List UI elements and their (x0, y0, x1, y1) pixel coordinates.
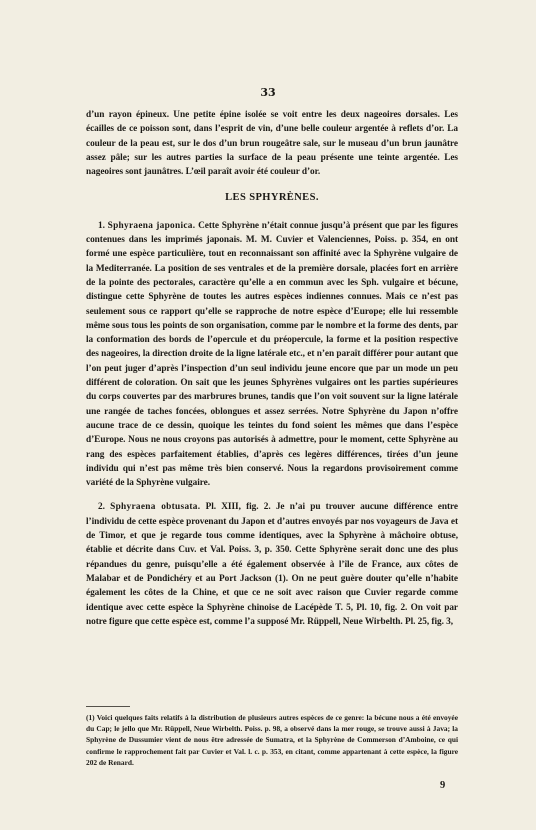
species-2-number: 2. (98, 502, 105, 513)
signature-mark: 9 (440, 780, 446, 791)
species-1-name: Sphyraena japonica. (107, 220, 196, 231)
species-1-number: 1. (98, 220, 105, 231)
species-2-text: Pl. XIII, fig. 2. Je n’ai pu trouver aucune différence entre l’individu de cette espèce provenant du Japon et d’autres envoyés par nos voyageurs de Java et de Timor, et que je regarde tous comme identiques, avec la Sphyrène à mâchoire obtuse, établie et décrite dans Cuv. et Val. Poiss. 3, p. 350. Cette Sphyrène serait donc une des plus répandues du genre, puisqu’elle a été également observée à l’île de France, aux côtes de Malabar et de Pondichéry et au Port Jackson (1). On ne peut guère douter qu’elle n’habite également les côtes de la Chine, et que ce ne soit avec raison que Cuvier regarde comme identique avec cette espèce la Sphyrène chinoise de Lacépède T. 5, Pl. 10, fig. 2. On voit par notre figure que cette espèce est, comme l’a supposé Mr. Rüppell, Neue Wirbelth. Pl. 25, fig. 3, (86, 502, 458, 627)
footnote: (1) Voici quelques faits relatifs à la distribution de plusieurs autres espèces de ce genre: la bécune nous a été envoyée du Cap; le jello que Mr. Rüppell, Neue Wirbelth. Poiss. p. 98, a observé dans la mer rouge, se trouve aussi à Java; la Sphyrène de Dussumier vient de nous être adressée de Sumatra, et la Sphyrène de Commerson d’Amboine, ce qui confirme le rapprochement fait par Cuvier et Val. l. c. p. 353, en citant, comme appartenant à cette espèce, la figure 202 de Renard. (86, 713, 458, 767)
paragraph-intro: d’un rayon épineux. Une petite épine isolée se voit entre les deux nageoires dorsales. Les écailles de ce poisson sont, dans l’esprit de vin, d’une belle couleur argentée à reflets d’or. La couleur de la peau est, sur le dos d’un brun rougeâtre sale, sur le museau d’un brun jaunâtre assez pâle; sur les autres parties la surface de la peau présente une teinte argentée. Les nageoires sont jaunâtres. L’œil paraît avoir été couleur d’or. (86, 110, 458, 178)
species-entry-2 (86, 500, 458, 629)
species-2-name: Sphyraena obtusata. (110, 502, 201, 513)
section-heading: LES SPHYRÈNES. (225, 192, 319, 204)
footnote-divider (86, 706, 130, 707)
species-1-text: Cette Sphyrène n’était connue jusqu’à présent que par les figures contenues dans les imprimés japonais. M. M. Cuvier et Valenciennes, Poiss. p. 354, en ont formé une espèce particulière, tout en reconnaissant son affinité avec la Sphyrène vulgaire de la Mediterranée. La position de ses ventrales et de la première dorsale, placées fort en arrière de la pointe des pectorales, caractère qu’elle a en commun avec les Sph. vulgaire et bécune, distingue cette Sphyrène de toutes les autres espèces indiennes connues. Mais ce n’est pas seulement sous ce rapport qu’elle se rapproche de notre espèce d’Europe; elle lui ressemble même sous tous les points de son organisation, comme par le nombre et la forme des dents, par la conformation des bords de l’opercule et du préopercule, la forme et la position respective des nageoires, la direction droite de la ligne latérale etc., et n’en paraît différer pour autant que l’on peut juger d’après l’inspection d’un seul individu jeune encore que par un mode un peu différent de coloration. On sait que les jeunes Sphyrènes vulgaires ont les parties supérieures du corps couvertes par des marbrures brunes, tandis que l’on voit souvent sur la ligne latérale une rangée de taches foncées, oblongues et assez serrées. Notre Sphyrène du Japon n’offre aucune trace de ce dessin, quoique les teintes du fond soient les mêmes que dans l’espèce d’Europe. Nous ne nous croyons pas autorisés à admettre, pour le moment, cette Sphyrène au rang des espèces parfaitement établies, d’après ces legères différences, tirées d’un jeune individu qui n’est pas même très bien conservé. Nous la regardons provisoirement comme variété de la Sphyrène vulgaire. (86, 220, 458, 489)
species-entry-1 (86, 219, 458, 491)
page-number: 33 (260, 86, 276, 99)
main-text (86, 108, 458, 629)
